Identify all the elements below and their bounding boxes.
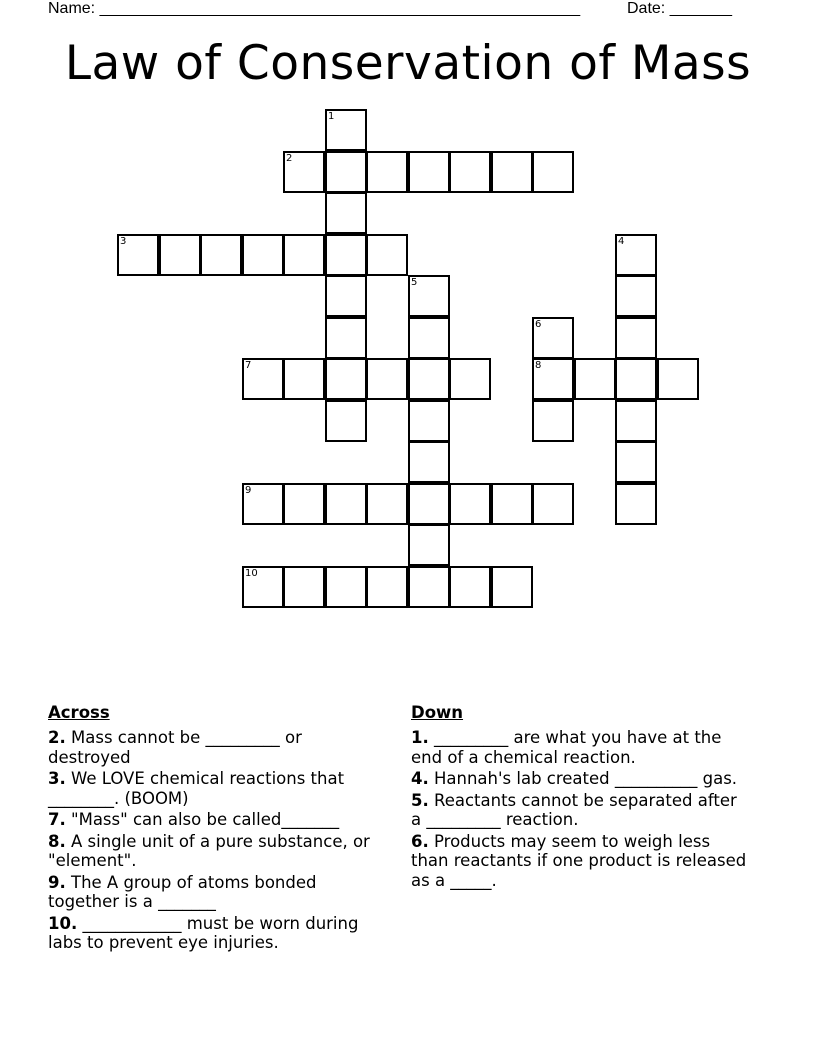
clue-text: Mass cannot be _________ or destroyed xyxy=(48,728,302,767)
grid-cell[interactable] xyxy=(615,275,657,317)
grid-cell[interactable] xyxy=(408,566,450,608)
grid-cell[interactable] xyxy=(366,483,408,525)
clue-number: 6. xyxy=(411,831,429,851)
grid-cell[interactable] xyxy=(615,400,657,442)
clue-number: 8. xyxy=(48,831,66,851)
down-clues xyxy=(411,703,751,892)
grid-cell[interactable] xyxy=(283,483,325,525)
grid-cell[interactable] xyxy=(159,234,201,276)
clue-text: Products may seem to weigh less than reactants if one product is released as a _____. xyxy=(411,831,747,890)
cell-number: 7 xyxy=(245,360,252,371)
grid-cell[interactable] xyxy=(242,566,284,608)
grid-cell[interactable] xyxy=(200,234,242,276)
grid-cell[interactable] xyxy=(325,275,367,317)
grid-cell[interactable] xyxy=(408,358,450,400)
grid-cell[interactable] xyxy=(242,234,284,276)
grid-cell[interactable] xyxy=(615,441,657,483)
clue-down-4 xyxy=(411,769,751,789)
grid-cell[interactable] xyxy=(408,483,450,525)
grid-cell[interactable] xyxy=(574,358,616,400)
grid-cell[interactable] xyxy=(615,358,657,400)
cell-number: 10 xyxy=(245,568,258,579)
grid-cell[interactable] xyxy=(449,483,491,525)
cell-number: 3 xyxy=(120,236,127,247)
grid-cell[interactable] xyxy=(408,317,450,359)
page-title: Law of Conservation of Mass xyxy=(64,36,752,91)
grid-cell[interactable] xyxy=(449,358,491,400)
grid-cell[interactable] xyxy=(491,566,533,608)
clue-down-6 xyxy=(411,832,751,891)
clue-number: 10. xyxy=(48,913,78,933)
grid-cell[interactable] xyxy=(449,151,491,193)
clue-across-8 xyxy=(48,832,378,871)
grid-cell[interactable] xyxy=(532,358,574,400)
clue-number: 5. xyxy=(411,790,429,810)
grid-cell[interactable] xyxy=(283,151,325,193)
grid-cell[interactable] xyxy=(325,151,367,193)
grid-cell[interactable] xyxy=(242,483,284,525)
grid-cell[interactable] xyxy=(325,400,367,442)
clue-number: 9. xyxy=(48,872,66,892)
clue-number: 7. xyxy=(48,810,66,829)
grid-cell[interactable] xyxy=(325,192,367,234)
clue-text: Hannah's lab created __________ gas. xyxy=(428,769,738,788)
grid-cell[interactable] xyxy=(408,400,450,442)
cell-number: 8 xyxy=(535,360,542,371)
clue-text: Reactants cannot be separated after a _________ reaction. xyxy=(411,790,737,829)
grid-cell[interactable] xyxy=(283,234,325,276)
across-heading: Across xyxy=(48,703,110,722)
grid-cell[interactable] xyxy=(325,317,367,359)
clue-text: A single unit of a pure substance, or "element". xyxy=(48,831,370,870)
grid-cell[interactable] xyxy=(242,358,284,400)
grid-cell[interactable] xyxy=(283,566,325,608)
clue-down-1 xyxy=(411,728,751,767)
grid-cell[interactable] xyxy=(532,317,574,359)
cell-number: 2 xyxy=(286,153,293,164)
clue-number: 1. xyxy=(411,728,429,747)
grid-cell[interactable] xyxy=(366,151,408,193)
down-heading: Down xyxy=(411,703,464,722)
grid-cell[interactable] xyxy=(283,358,325,400)
grid-cell[interactable] xyxy=(325,483,367,525)
grid-cell[interactable] xyxy=(366,566,408,608)
grid-cell[interactable] xyxy=(325,358,367,400)
name-field[interactable]: Name: ______________________________________________________ xyxy=(48,0,581,17)
clue-down-5 xyxy=(411,791,751,830)
cell-number: 5 xyxy=(411,277,418,288)
grid-cell[interactable] xyxy=(449,566,491,608)
clue-text: _________ are what you have at the end of a chemical reaction. xyxy=(411,728,722,767)
clue-text: We LOVE chemical reactions that ________. (BOOM) xyxy=(48,769,345,808)
cell-number: 4 xyxy=(618,236,625,247)
clue-number: 2. xyxy=(48,728,66,747)
grid-cell[interactable] xyxy=(408,151,450,193)
date-field[interactable]: Date: _______ xyxy=(627,0,732,17)
grid-cell[interactable] xyxy=(117,234,159,276)
grid-cell[interactable] xyxy=(325,566,367,608)
clue-text: The A group of atoms bonded together is a _______ xyxy=(48,872,317,911)
grid-cell[interactable] xyxy=(408,275,450,317)
grid-cell[interactable] xyxy=(657,358,699,400)
grid-cell[interactable] xyxy=(491,483,533,525)
grid-cell[interactable] xyxy=(615,317,657,359)
grid-cell[interactable] xyxy=(615,483,657,525)
grid-cell[interactable] xyxy=(615,234,657,276)
clue-text: "Mass" can also be called_______ xyxy=(65,810,340,829)
cell-number: 1 xyxy=(328,111,335,122)
grid-cell[interactable] xyxy=(532,483,574,525)
clue-across-10 xyxy=(48,914,378,953)
grid-cell[interactable] xyxy=(491,151,533,193)
grid-cell[interactable] xyxy=(532,151,574,193)
clue-text: ____________ must be worn during labs to prevent eye injuries. xyxy=(48,913,359,952)
clue-across-2 xyxy=(48,728,378,767)
clue-number: 4. xyxy=(411,769,429,788)
clue-across-9 xyxy=(48,873,378,912)
grid-cell[interactable] xyxy=(325,109,367,151)
clue-across-7 xyxy=(48,810,378,830)
grid-cell[interactable] xyxy=(408,524,450,566)
clue-number: 3. xyxy=(48,769,66,788)
cell-number: 6 xyxy=(535,319,542,330)
grid-cell[interactable] xyxy=(532,400,574,442)
cell-number: 9 xyxy=(245,485,252,496)
grid-cell[interactable] xyxy=(366,358,408,400)
clue-across-3 xyxy=(48,769,378,808)
grid-cell[interactable] xyxy=(366,234,408,276)
grid-cell[interactable] xyxy=(325,234,367,276)
across-clues xyxy=(48,703,378,955)
grid-cell[interactable] xyxy=(408,441,450,483)
